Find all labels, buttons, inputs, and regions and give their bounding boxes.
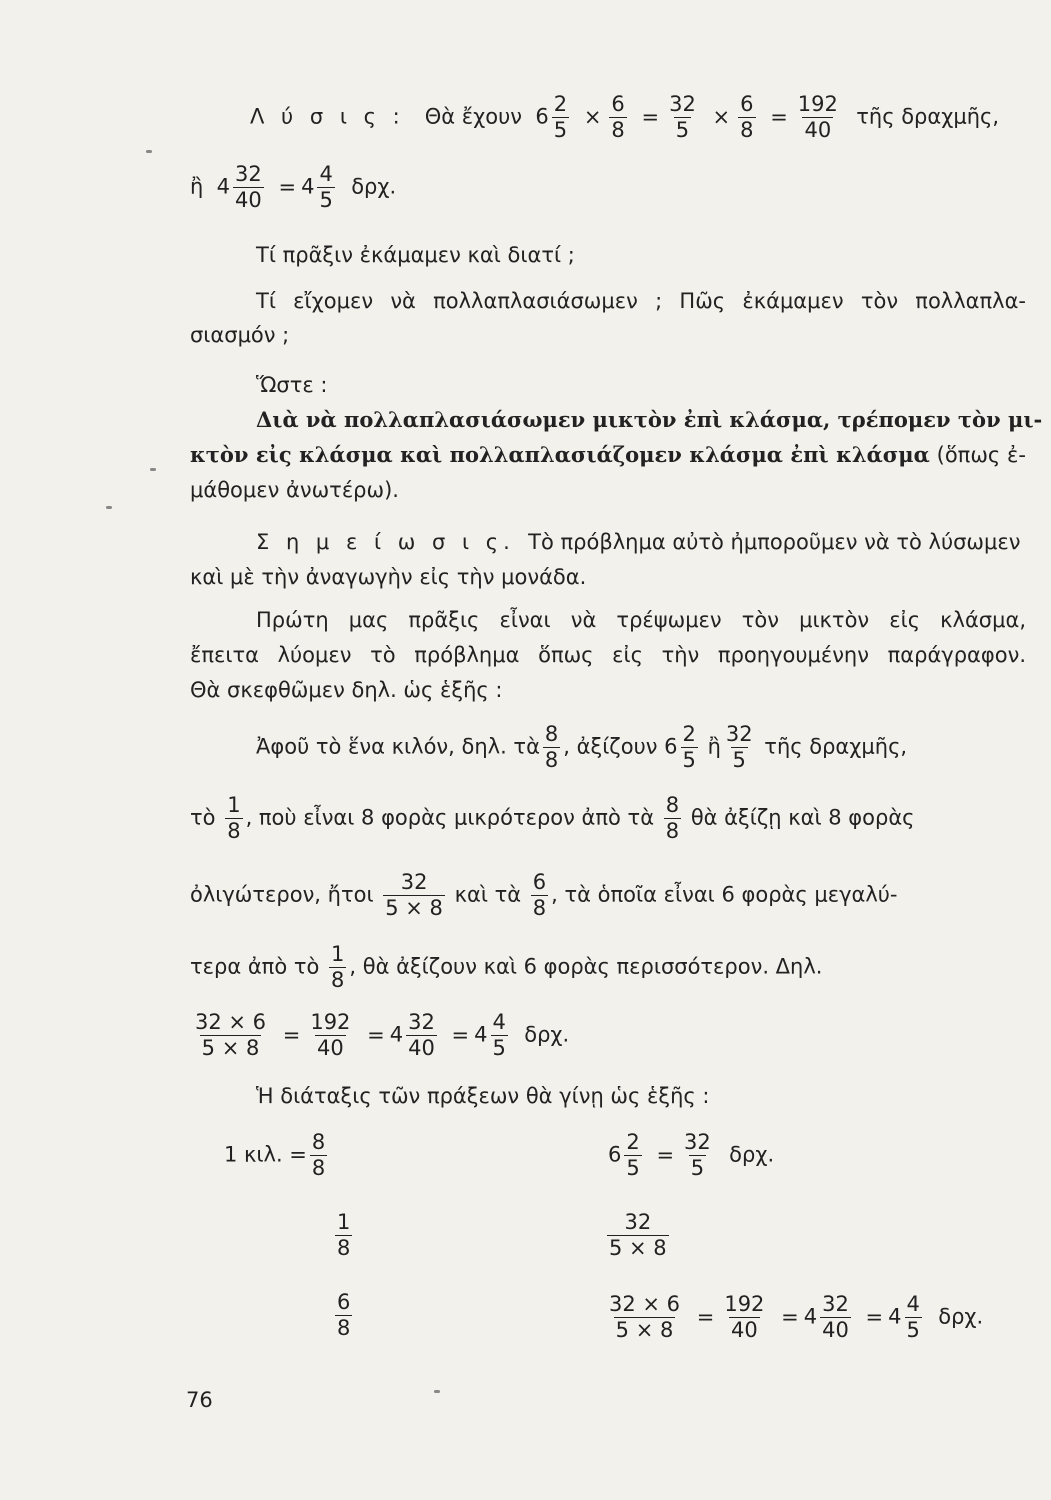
reasoning-line-3: ὀλιγώτερον, ἤτοι $\frac{32}{5 \times 8}$ καὶ τὰ $\frac{6}{8}$ , τὰ ὁποῖα εἶναι 6 φορὰς μεγαλύ- bbox=[190, 870, 898, 920]
note-cont: καὶ μὲ τὴν ἀναγωγὴν εἰς τὴν μονάδα. bbox=[190, 565, 587, 589]
reasoning-line-5: $\frac{32 \times 6}{5 \times 8}$ = $\frac{192}{40}$ = 4 $\frac{32}{40}$ = 4 $\frac{4}{5}$ δρχ. bbox=[195, 1010, 570, 1060]
fraction: $\frac{192}{40}$ bbox=[797, 92, 838, 142]
scan-speck bbox=[434, 1390, 440, 1393]
fraction: $\frac{8}{8}$ bbox=[544, 722, 559, 772]
fraction: $\frac{6}{8}$ bbox=[740, 92, 754, 142]
paragraph-3: Θὰ σκεφθῶμεν δηλ. ὡς ἑξῆς : bbox=[190, 678, 503, 702]
fraction: $\frac{32}{5}$ bbox=[725, 722, 753, 772]
hoste: Ὥστε : bbox=[256, 373, 328, 397]
arrangement-left-3 bbox=[332, 1290, 355, 1341]
fraction: $\frac{2}{5}$ bbox=[553, 92, 568, 142]
question-2-cont: σιασμόν ; bbox=[190, 323, 290, 347]
reasoning-line-4: τερα ἀπὸ τὸ $\frac{1}{8}$ , θὰ ἀξίζουν καὶ 6 φορὰς περισσότερον. Δηλ. bbox=[190, 942, 823, 992]
fraction: $\frac{8}{8}$ bbox=[665, 793, 680, 843]
fraction: $\frac{32}{5}$ bbox=[684, 1130, 711, 1180]
fraction: $\frac{6}{8}$ bbox=[611, 92, 625, 142]
fraction: $\frac{32 \times 6}{5 \times 8}$ bbox=[195, 1010, 267, 1060]
arrangement-heading: Ἡ διάταξις τῶν πράξεων θὰ γίνῃ ὡς ἑξῆς : bbox=[256, 1084, 710, 1108]
arrangement-left-1: 1 κιλ. = $\frac{8}{8}$ bbox=[224, 1130, 326, 1180]
solution-line-2: ἢ 4 $\frac{32}{40}$ = 4 $\frac{4}{5}$ δρχ. bbox=[190, 162, 397, 212]
fraction: $\frac{32}{5 \times 8}$ bbox=[385, 870, 443, 920]
fraction: $\frac{8}{8}$ bbox=[311, 1130, 326, 1180]
rule-text-3: μάθομεν ἀνωτέρω). bbox=[190, 478, 399, 502]
fraction: $\frac{1}{8}$ bbox=[227, 793, 241, 843]
arrangement-left-2 bbox=[332, 1210, 355, 1261]
fraction: $\frac{192}{40}$ bbox=[724, 1292, 765, 1342]
solution-intro: Θὰ ἔχουν bbox=[424, 104, 523, 129]
fraction: $\frac{2}{5}$ bbox=[626, 1130, 640, 1180]
fraction: $\frac{4}{5}$ bbox=[906, 1292, 920, 1342]
fraction: $\frac{4}{5}$ bbox=[319, 162, 333, 212]
fraction: $\frac{4}{5}$ bbox=[492, 1010, 506, 1060]
fraction: $\frac{32}{40}$ bbox=[408, 1010, 435, 1060]
fraction: $\frac{6}{8}$ bbox=[532, 870, 547, 920]
scan-speck bbox=[150, 468, 156, 471]
fraction: $\frac{1}{8}$ bbox=[331, 942, 345, 992]
solution-tail: τῆς δραχμῆς, bbox=[856, 104, 1000, 129]
paragraph-2: ἔπειτα λύομεν τὸ πρόβλημα ὅπως εἰς τὴν προηγουμένην παράγραφον. bbox=[190, 643, 1026, 667]
reasoning-line-1: Ἀφοῦ τὸ ἕνα κιλόν, δηλ. τὰ $\frac{8}{8}$ , ἀξίζουν 6 $\frac{2}{5}$ ἢ $\frac{32}{5}$ τῆς δραχμῆς, bbox=[256, 722, 908, 772]
mixed-whole: 6 bbox=[535, 104, 549, 129]
fraction: $\frac{6}{8}$ bbox=[337, 1290, 351, 1340]
arrangement-right-2 bbox=[604, 1210, 672, 1261]
fraction: $\frac{32 \times 6}{5 \times 8}$ bbox=[609, 1292, 681, 1342]
fraction: $\frac{1}{8}$ bbox=[337, 1210, 351, 1260]
solution-label: Λ ύ σ ι ς : bbox=[250, 104, 405, 129]
question-1: Τί πρᾶξιν ἐκάμαμεν καὶ διατί ; bbox=[256, 243, 575, 267]
fraction: $\frac{32}{40}$ bbox=[822, 1292, 849, 1342]
fraction: $\frac{32}{5}$ bbox=[669, 92, 696, 142]
note-label: Σ η μ ε ί ω σ ι ς. bbox=[256, 530, 515, 554]
arrangement-right-3: $\frac{32 \times 6}{5 \times 8}$ = $\frac{192}{40}$ = 4 $\frac{32}{40}$ = 4 $\frac{4}{5}$ δρχ. bbox=[609, 1292, 984, 1342]
rule-text: Διὰ νὰ πολλαπλασιάσωμεν μικτὸν ἐπὶ κλάσμα, τρέπομεν τὸν μι- bbox=[256, 407, 1043, 432]
fraction: $\frac{192}{40}$ bbox=[310, 1010, 351, 1060]
solution-line: Λ ύ σ ι ς : Θὰ ἔχουν 6 $\frac{2}{5}$ × $\frac{6}{8}$ = $\frac{32}{5}$ × $\frac{6}{8}$ = $\frac{192}{40}$ τῆς δραχμῆς, bbox=[250, 92, 1000, 142]
rule-text-2: κτὸν εἰς κλάσμα καὶ πολλαπλασιάζομεν κλάσμα ἐπὶ κλάσμα (ὅπως ἐ- bbox=[190, 442, 1026, 467]
fraction: $\frac{32}{40}$ bbox=[235, 162, 262, 212]
arrangement-right-1: 6 $\frac{2}{5}$ = $\frac{32}{5}$ δρχ. bbox=[608, 1130, 775, 1180]
note: Σ η μ ε ί ω σ ι ς. Τὸ πρόβλημα αὐτὸ ἠμποροῦμεν νὰ τὸ λύσωμεν bbox=[256, 530, 1021, 554]
paragraph: Πρώτη μας πρᾶξις εἶναι νὰ τρέψωμεν τὸν μικτὸν εἰς κλάσμα, bbox=[256, 608, 1026, 632]
fraction: $\frac{2}{5}$ bbox=[682, 722, 696, 772]
fraction: $\frac{32}{5 \times 8}$ bbox=[609, 1210, 667, 1260]
reasoning-line-2: τὸ $\frac{1}{8}$ , ποὺ εἶναι 8 φορὰς μικρότερον ἀπὸ τὰ $\frac{8}{8}$ θὰ ἀξίζῃ καὶ 8 φορὰς bbox=[190, 793, 915, 843]
scan-speck bbox=[106, 506, 112, 509]
scan-speck bbox=[146, 150, 152, 153]
page-number: 76 bbox=[186, 1388, 213, 1412]
question-2: Τί εἴχομεν νὰ πολλαπλασιάσωμεν ; Πῶς ἐκάμαμεν τὸν πολλαπλα- bbox=[256, 289, 1026, 313]
